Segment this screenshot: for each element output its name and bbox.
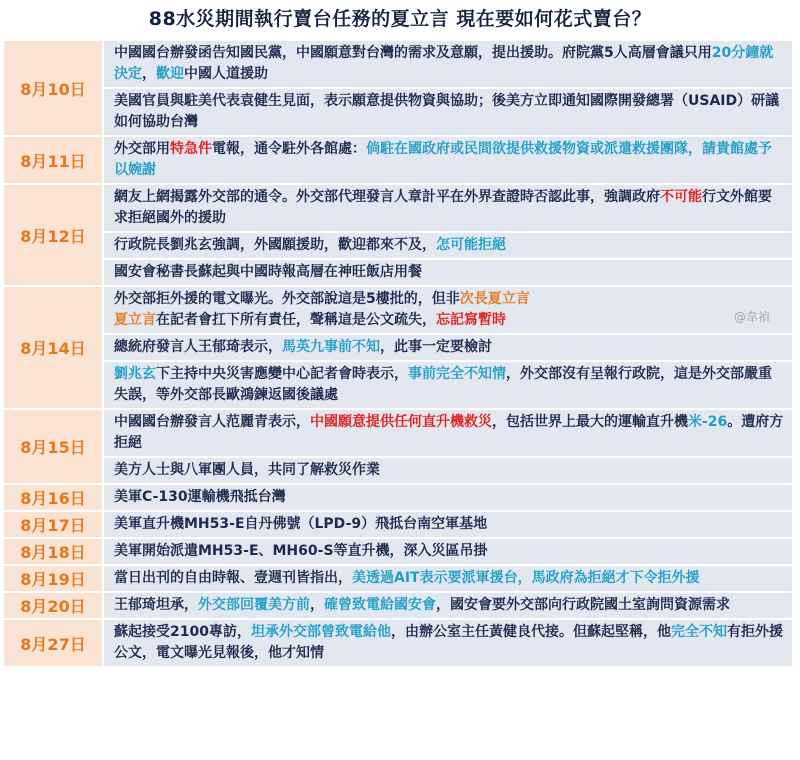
event-text: ，由辦公室主任黃健良代接。但蘇起堅稱，他 <box>390 624 671 640</box>
highlight-text: 夏立言 <box>114 312 156 328</box>
timeline-row <box>4 483 792 510</box>
event-text: 電報，通令駐外各館處： <box>212 141 366 157</box>
event-text: 中國人道援助 <box>184 66 268 82</box>
timeline-row <box>4 135 792 183</box>
event-entry <box>104 593 792 618</box>
event-entry <box>104 89 792 135</box>
page-title: 88水災期間執行賣台任務的夏立言 現在要如何花式賣台？ <box>148 8 652 30</box>
event-text: 外交部用 <box>114 141 170 157</box>
date-label: 8月20日 <box>4 593 102 618</box>
highlight-text: 美透過AIT表示要派軍援台，馬政府為拒絕才下令拒外援 <box>352 570 700 586</box>
timeline-row <box>4 510 792 537</box>
event-text: 在記者會扛下所有責任，聲稱這是公文疏失， <box>156 312 436 328</box>
event-entry <box>104 512 792 537</box>
highlight-text: 事前完全不知情 <box>408 366 506 382</box>
event-text: 下主持中央災害應變中心記者會時表示， <box>156 366 408 382</box>
event-text: 總統府發言人王郁琦表示， <box>114 339 282 355</box>
event-text: 美軍開始派遣MH53-E、MH60-S等直升機，深入災區吊掛 <box>114 543 488 559</box>
event-entry <box>104 485 792 510</box>
event-list <box>104 485 792 510</box>
event-text: 當日出刊的自由時報、壹週刊皆指出， <box>114 570 352 586</box>
highlight-text: 確曾致電給國安會 <box>324 597 436 613</box>
event-text: 中國國台辦發言人范麗青表示， <box>114 414 310 430</box>
event-text: 蘇起接受2100專訪， <box>114 624 251 640</box>
highlight-text: 20分鐘就決定 <box>114 45 774 82</box>
event-text: 美國官員與駐美代表袁健生見面，表示願意提供物資與協助；後美方立即通知國際開發總署（USAID）研議如何協助台灣 <box>114 93 780 130</box>
event-text: 網友上網揭露外交部的通令。外交部代理發言人章計平在外界查證時否認此事，強調政府 <box>114 189 660 205</box>
date-label: 8月12日 <box>4 185 102 285</box>
event-text: 國安會秘書長蘇起與中國時報高層在神旺飯店用餐 <box>114 264 422 280</box>
event-entry <box>104 137 792 183</box>
highlight-text: 中國願意提供任何直升機救災 <box>310 414 492 430</box>
timeline-row <box>4 564 792 591</box>
event-text: ， <box>310 597 324 613</box>
event-text: 行文外館要求拒絕國外的援助 <box>114 189 772 226</box>
event-entry <box>104 260 792 285</box>
watermark: @韋禎 <box>733 310 770 324</box>
timeline-row <box>4 183 792 285</box>
highlight-text: 怎可能拒絕 <box>436 237 506 253</box>
highlight-text: 劉兆玄 <box>114 366 156 382</box>
event-text: 美軍直升機MH53-E自丹佛號（LPD-9）飛抵台南空軍基地 <box>114 516 488 532</box>
event-list <box>104 410 792 483</box>
date-label: 8月10日 <box>4 41 102 135</box>
event-entry <box>104 41 792 87</box>
event-entry <box>104 410 792 456</box>
date-label: 8月11日 <box>4 137 102 183</box>
event-text: ，外交部沒有呈報行政院，這是外交部嚴重失誤，等外交部長歐鴻鍊返國後議處 <box>114 366 772 403</box>
highlight-text: 次長夏立言 <box>459 291 530 307</box>
date-label: 8月19日 <box>4 566 102 591</box>
event-entry <box>104 185 792 231</box>
highlight-text: 特急件 <box>170 141 212 157</box>
event-list <box>104 185 792 285</box>
event-text: 美軍C-130運輸機飛抵台灣 <box>114 489 286 505</box>
date-label: 8月17日 <box>4 512 102 537</box>
event-list <box>104 539 792 564</box>
event-text: 外交部拒外援的電文曝光。外交部說這是5樓批的，但非 <box>114 291 460 307</box>
highlight-text: 外交部回覆美方前 <box>198 597 310 613</box>
highlight-text: 馬英九事前不知 <box>282 339 380 355</box>
timeline-row <box>4 591 792 618</box>
highlight-text: 不可能 <box>660 189 702 205</box>
date-label: 8月15日 <box>4 410 102 483</box>
event-text: 美方人士與八軍團人員，共同了解救災作業 <box>114 462 380 478</box>
event-text: 。遭府方拒絕 <box>114 414 784 451</box>
event-list <box>104 41 792 135</box>
timeline-table <box>4 39 792 666</box>
event-entry <box>104 335 792 360</box>
highlight-text: 坦承外交部曾致電給他 <box>250 624 391 640</box>
event-text: 行政院長劉兆玄強調，外國願援助，歡迎都來不及， <box>114 237 436 253</box>
event-entry <box>104 620 792 666</box>
event-text: ，此事一定要檢討 <box>380 339 492 355</box>
event-text: 有拒外援公文，電文曝光見報後，他才知情 <box>114 624 783 661</box>
event-text: ，國安會要外交部向行政院國土室詢問資源需求 <box>436 597 730 613</box>
highlight-text: 米-26 <box>688 414 728 430</box>
highlight-text: 倘駐在國政府或民間欲提供救援物資或派遣救援團隊，請貴館處予以婉謝 <box>114 141 772 178</box>
event-text: 中國國台辦發函告知國民黨，中國願意對台灣的需求及意願，提出援助。府院黨5人高層會議只用 <box>114 45 712 61</box>
event-text: 王郁琦坦承， <box>114 597 198 613</box>
timeline-row <box>4 618 792 666</box>
date-label: 8月27日 <box>4 620 102 666</box>
event-entry <box>104 362 792 408</box>
event-entry <box>104 566 792 591</box>
event-list <box>104 512 792 537</box>
highlight-text: 歡迎 <box>156 66 184 82</box>
timeline-row <box>4 408 792 483</box>
highlight-text: 忘記寫暫時 <box>436 312 506 328</box>
timeline-row <box>4 285 792 408</box>
event-list <box>104 287 792 408</box>
event-text: ， <box>142 66 156 82</box>
event-list <box>104 566 792 591</box>
event-entry <box>104 458 792 483</box>
date-label: 8月14日 <box>4 287 102 408</box>
date-label: 8月16日 <box>4 485 102 510</box>
highlight-text: 完全不知 <box>670 624 727 640</box>
date-label: 8月18日 <box>4 539 102 564</box>
event-list <box>104 593 792 618</box>
event-list <box>104 137 792 183</box>
event-list <box>104 620 792 666</box>
event-entry <box>104 287 792 333</box>
event-entry <box>104 233 792 258</box>
event-entry <box>104 539 792 564</box>
timeline-row <box>4 537 792 564</box>
event-text: ，包括世界上最大的運輸直升機 <box>492 414 688 430</box>
timeline-row <box>4 39 792 135</box>
